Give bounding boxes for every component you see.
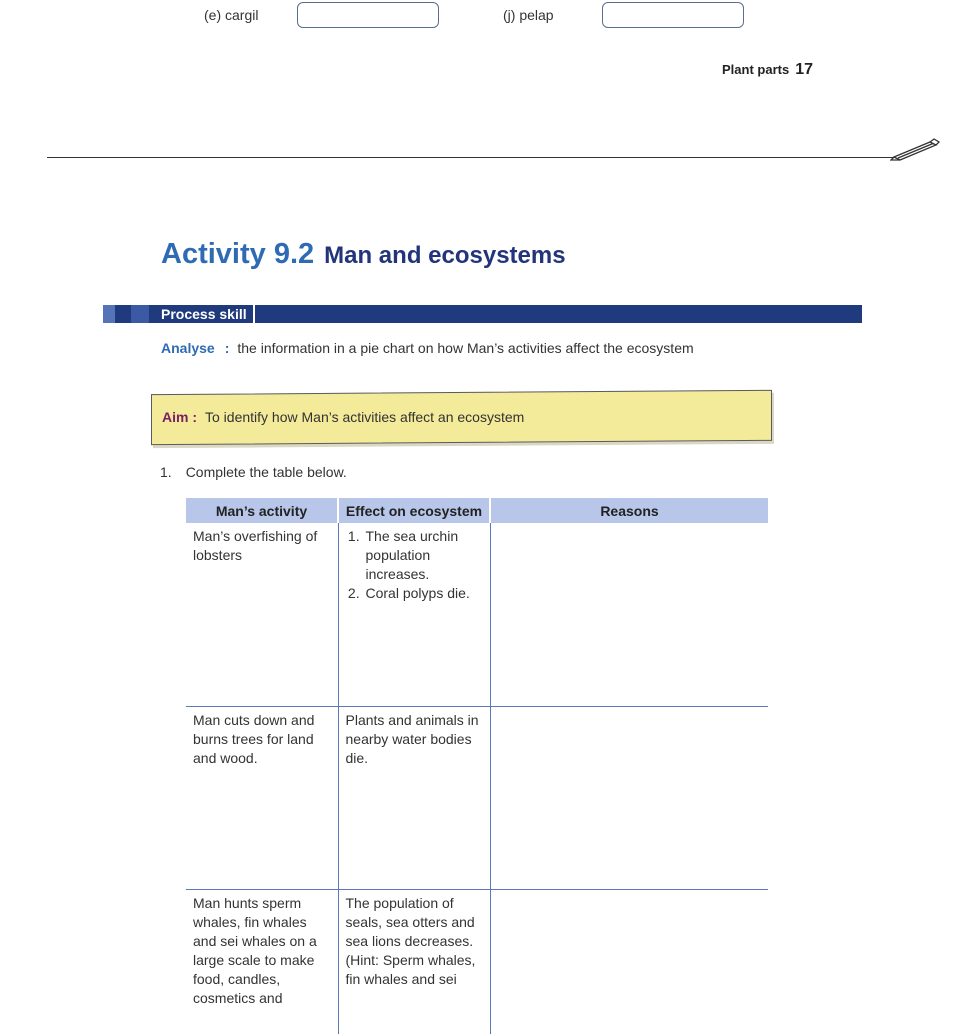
skill-name: Analyse xyxy=(161,340,215,356)
table-header-row xyxy=(186,498,768,523)
list-item: 2. Coral polyps die. xyxy=(364,584,483,603)
activity-table xyxy=(186,498,768,1034)
instruction-text: Complete the table below. xyxy=(186,464,347,480)
table-row xyxy=(186,890,768,1034)
activity-number: Activity 9.2 xyxy=(161,238,314,270)
process-skill-bar xyxy=(103,305,862,323)
header-activity: Man’s activity xyxy=(186,498,338,523)
reasons-cell[interactable] xyxy=(490,523,768,707)
activity-cell: Man hunts sperm whales, fin whales and sei whales on a large scale to make food, candles, cosmetics and xyxy=(186,890,338,1034)
activity-cell: Man’s overfishing of lobsters xyxy=(186,523,338,707)
pencil-icon xyxy=(890,136,942,162)
activity-cell: Man cuts down and burns trees for land and wood. xyxy=(186,707,338,890)
instruction xyxy=(160,464,347,480)
process-skill-line xyxy=(161,340,694,356)
list-item: 1. The sea urchin population increases. xyxy=(364,527,483,584)
page-footer xyxy=(722,61,813,79)
skill-colon: : xyxy=(225,340,230,356)
skill-description: the information in a pie chart on how Man’s activities affect the ecosystem xyxy=(237,340,693,356)
answer-input-e[interactable] xyxy=(297,2,439,28)
aim-line xyxy=(162,409,524,425)
effect-cell xyxy=(338,523,490,707)
aim-text: To identify how Man’s activities affect an ecosystem xyxy=(205,409,524,425)
answer-label-e: (e) cargil xyxy=(204,7,258,23)
instruction-number: 1. xyxy=(160,464,172,480)
table-row xyxy=(186,707,768,890)
effect-cell: Plants and animals in nearby water bodies die. xyxy=(338,707,490,890)
aim-label: Aim : xyxy=(162,409,197,425)
reasons-cell[interactable] xyxy=(490,890,768,1034)
answer-input-j[interactable] xyxy=(602,2,744,28)
bar-accent xyxy=(103,305,115,323)
activity-heading xyxy=(161,238,566,271)
header-effect: Effect on ecosystem xyxy=(338,498,490,523)
effect-list xyxy=(346,527,483,603)
answer-label-j: (j) pelap xyxy=(503,7,554,23)
page-number: 17 xyxy=(795,61,813,78)
activity-title: Man and ecosystems xyxy=(324,242,565,269)
process-skill-heading: Process skill xyxy=(161,305,255,323)
header-reasons: Reasons xyxy=(490,498,768,523)
reasons-cell[interactable] xyxy=(490,707,768,890)
effect-cell: The population of seals, sea otters and sea lions decreases. (Hint: Sperm whales, fin whales and sei xyxy=(338,890,490,1034)
footer-section: Plant parts xyxy=(722,62,789,77)
page-divider xyxy=(47,157,895,158)
table-row xyxy=(186,523,768,707)
bar-accent xyxy=(131,305,149,323)
